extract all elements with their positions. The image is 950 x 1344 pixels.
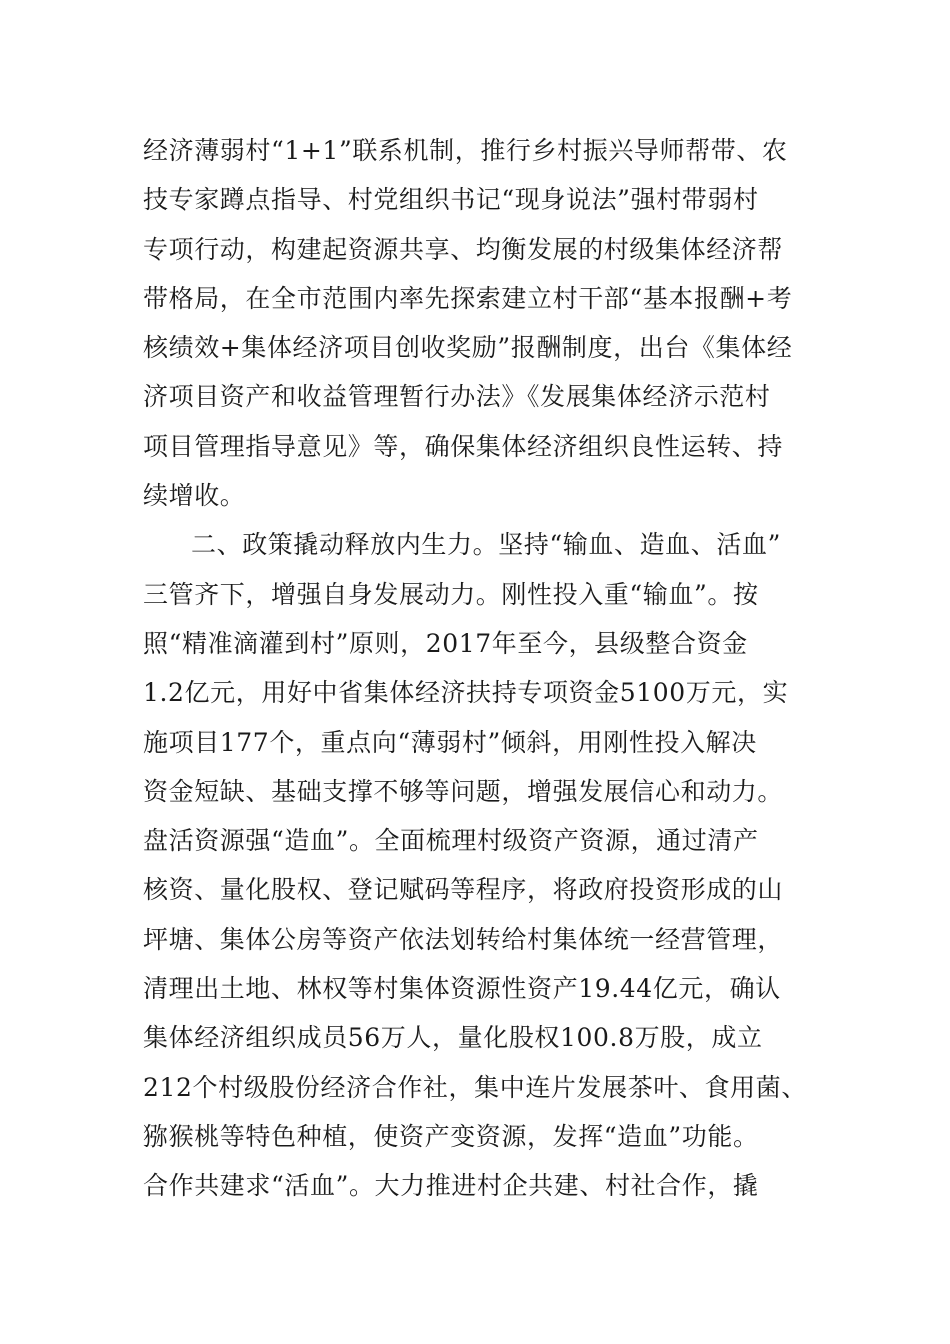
text-line: 盘活资源强“造血”。全面梳理村级资产资源，通过清产 <box>143 826 759 856</box>
text-line: 三管齐下，增强自身发展动力。刚性投入重“输血”。按 <box>143 579 759 609</box>
text-line: 资金短缺、基础支撑不够等问题，增强发展信心和动力。 <box>143 776 784 806</box>
text-line: 核绩效+集体经济项目创收奖励”报酬制度，出台《集体经 <box>143 333 793 363</box>
text-line: 济项目资产和收益管理暂行办法》《发展集体经济示范村 <box>143 382 771 412</box>
text-line: 照“精准滴灌到村”原则，2017年至今，县级整合资金 <box>143 628 748 658</box>
text-line: 坪塘、集体公房等资产依法划转给村集体统一经营管理， <box>143 924 784 954</box>
text-line: 技专家蹲点指导、村党组织书记“现身说法”强村带弱村 <box>143 185 759 215</box>
text-line: 清理出土地、林权等村集体资源性资产19.44亿元，确认 <box>143 974 781 1004</box>
text-line: 合作共建求“活血”。大力推进村企共建、村社合作，撬 <box>143 1171 759 1201</box>
text-line: 猕猴桃等特色种植，使资产变资源，发挥“造血”功能。 <box>143 1121 759 1151</box>
document-body <box>143 126 813 1211</box>
section-heading-line: 二、政策撬动释放内生力。坚持“输血、造血、活血” <box>191 530 781 560</box>
text-line: 集体经济组织成员56万人，量化股权100.8万股，成立 <box>143 1023 763 1053</box>
text-line: 核资、量化股权、登记赋码等程序，将政府投资形成的山 <box>143 875 784 905</box>
text-line: 212个村级股份经济合作社，集中连片发展茶叶、食用菌、 <box>143 1072 807 1102</box>
text-line: 1.2亿元，用好中省集体经济扶持专项资金5100万元，实 <box>143 678 789 708</box>
text-line: 项目管理指导意见》等，确保集体经济组织良性运转、持 <box>143 431 784 461</box>
text-line: 带格局，在全市范围内率先探索建立村干部“基本报酬+考 <box>143 283 793 313</box>
text-line: 续增收。 <box>143 481 246 511</box>
text-line: 施项目177个，重点向“薄弱村”倾斜，用刚性投入解决 <box>143 727 757 757</box>
text-line: 经济薄弱村“1+1”联系机制，推行乡村振兴导师帮带、农 <box>143 136 788 165</box>
text-line: 专项行动，构建起资源共享、均衡发展的村级集体经济帮 <box>143 234 784 264</box>
